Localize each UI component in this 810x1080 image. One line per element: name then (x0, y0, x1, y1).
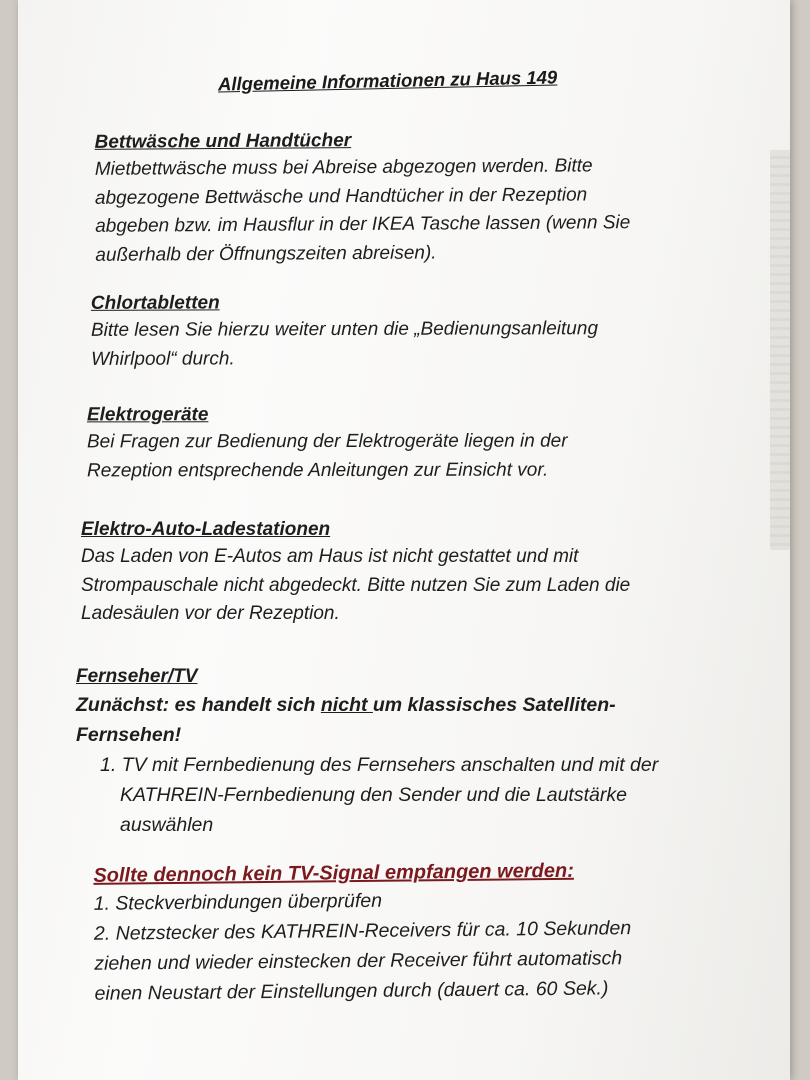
section-chlortabletten (91, 289, 598, 374)
tv-list-line: 1. TV mit Fernbedienung des Fernsehers anschalten und mit der (100, 754, 659, 776)
section-bettwaesche (95, 126, 631, 270)
tv-intro-part1: Zunächst: es handelt sich (76, 694, 321, 716)
section-line: Ladesäulen vor der Rezeption. (81, 603, 340, 624)
section-fernseher (76, 664, 658, 840)
section-heading-warning: Sollte dennoch kein TV-Signal empfangen werden: (93, 859, 574, 887)
section-line: ziehen und wieder einstecken der Receiver führt automatisch (94, 947, 623, 975)
paper-sheet (18, 0, 790, 1080)
section-ladestationen (81, 517, 630, 629)
section-line: Strompauschale nicht abgedeckt. Bitte nutzen Sie zum Laden die (81, 574, 631, 596)
section-line: Bei Fragen zur Bedienung der Elektrogeräte liegen in der (86, 430, 568, 453)
section-line: Rezeption entsprechende Anleitungen zur Einsicht vor. (87, 459, 549, 481)
section-line: 2. Netzstecker des KATHREIN-Receivers für ca. 10 Sekunden (93, 917, 632, 945)
section-heading: Chlortabletten (90, 292, 220, 314)
tv-list-line: auswählen (120, 814, 214, 836)
section-line: einen Neustart der Einstellungen durch (dauert ca. 60 Sek.) (94, 977, 609, 1005)
section-line: abgeben bzw. im Hausflur in der IKEA Tasche lassen (wenn Sie (95, 212, 631, 237)
section-elektrogeraete (87, 402, 568, 486)
section-kein-signal (93, 857, 632, 1009)
section-line: Whirlpool“ durch. (91, 347, 235, 370)
document-title: Allgemeine Informationen zu Haus 149 (217, 66, 558, 95)
section-line: Mietbettwäsche muss bei Abreise abgezogen werden. Bitte (94, 155, 593, 180)
document-content (18, 0, 790, 1080)
tv-list-line: KATHREIN-Fernbedienung den Sender und die Lautstärke (120, 784, 627, 806)
section-line: abgezogene Bettwäsche und Handtücher in der Rezeption (94, 183, 588, 209)
tv-intro-part2: um klassisches Satelliten- (372, 694, 616, 716)
tv-intro-line (76, 690, 658, 720)
tv-intro-line2: Fernsehen! (76, 724, 182, 746)
tv-intro-emphasis: nicht (320, 694, 373, 716)
section-line: Bitte lesen Sie hierzu weiter unten die „Bedienungsanleitung (90, 318, 599, 341)
section-heading: Bettwäsche und Handtücher (94, 130, 352, 153)
section-line: Das Laden von E-Autos am Haus ist nicht gestattet und mit (81, 546, 579, 567)
section-line: 1. Steckverbindungen überprüfen (93, 889, 383, 915)
section-line: außerhalb der Öffnungszeiten abreisen). (95, 241, 437, 266)
section-heading: Elektro-Auto-Ladestationen (81, 519, 331, 540)
section-heading: Fernseher/TV (76, 666, 198, 687)
section-heading: Elektrogeräte (86, 404, 209, 426)
